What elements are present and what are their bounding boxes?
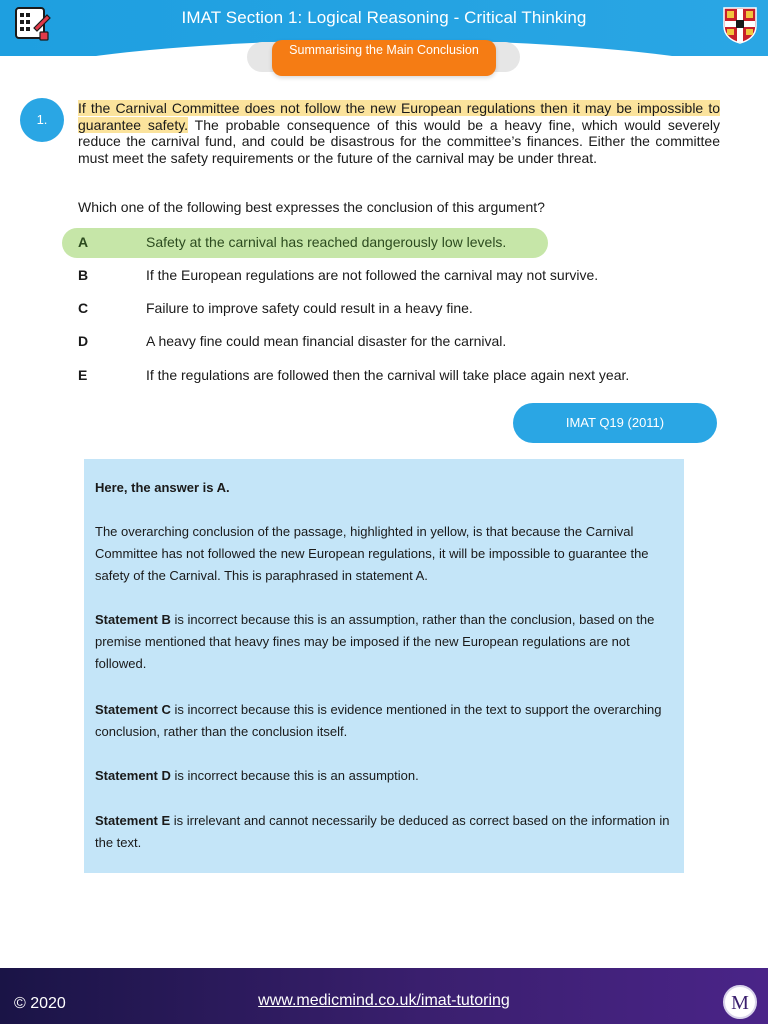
copyright-text: © 2020 (14, 995, 66, 1012)
option-text: Failure to improve safety could result in a heavy fine. (146, 300, 473, 316)
option-text: A heavy fine could mean financial disaster for the carnival. (146, 333, 507, 349)
explanation-statement-b (95, 609, 677, 675)
footer-band (0, 968, 768, 1024)
question-number: 1. (20, 98, 64, 142)
option-e[interactable] (0, 367, 768, 387)
explanation-overview: The overarching conclusion of the passage, highlighted in yellow, is that because the Carnival Committee has not followed the new European regulations, it will be impossible to guarantee the safety of the Carnival. This is paraphrased in statement A. (95, 524, 649, 583)
checklist-icon (14, 6, 52, 42)
passage-highlight: If the Carnival Committee does not follow the new European regulations then it may be impossible to guarantee safety. (78, 100, 720, 133)
explanation-box (84, 459, 684, 873)
page-title: IMAT Section 1: Logical Reasoning - Critical Thinking (181, 8, 587, 27)
medicmind-logo-icon (722, 984, 758, 1020)
svg-text:M: M (731, 992, 749, 1014)
option-letter: B (78, 267, 89, 283)
option-d[interactable] (0, 333, 768, 353)
question-prompt: Which one of the following best expresses the conclusion of this argument? (78, 199, 545, 215)
option-letter: D (78, 333, 89, 349)
option-text: If the European regulations are not followed the carnival may not survive. (146, 267, 599, 283)
question-passage (78, 100, 720, 166)
option-letter: C (78, 300, 89, 316)
option-c[interactable] (0, 300, 768, 320)
statement-text: is incorrect because this is evidence mentioned in the text to support the overarching conclusion, rather than the conclusion itself. (95, 702, 662, 739)
statement-text: is incorrect because this is an assumption. (170, 768, 419, 783)
explanation-statement-c (95, 699, 677, 743)
option-text: Safety at the carnival has reached dangerously low levels. (146, 234, 507, 250)
option-text: If the regulations are followed then the carnival will take place again next year. (146, 367, 630, 383)
explanation-statement-d (95, 765, 677, 787)
explanation-statement-e (95, 810, 677, 854)
university-crest-icon (722, 6, 758, 44)
statement-label: Statement C (95, 702, 171, 717)
option-a[interactable] (0, 234, 768, 254)
topic-pill: Summarising the Main Conclusion (272, 40, 496, 76)
option-letter: E (78, 367, 88, 383)
question-reference-badge: IMAT Q19 (2011) (513, 403, 717, 443)
statement-label: Statement D (95, 768, 171, 783)
passage-text: The probable consequence of this would be a heavy fine, which would severely reduce the carnival fund, and could be disastrous for the committee’s finances. Either the committee must meet the safety requirements or the future of the carnival may be under threat. (78, 116, 720, 166)
option-letter: A (78, 234, 89, 250)
option-b[interactable] (0, 267, 768, 287)
statement-label: Statement E (95, 813, 171, 828)
explanation-answer: Here, the answer is A. (95, 480, 230, 495)
statement-text: is irrelevant and cannot necessarily be deduced as correct based on the information in the text. (95, 813, 670, 850)
tutoring-link[interactable]: www.medicmind.co.uk/imat-tutoring (258, 992, 510, 1009)
statement-label: Statement B (95, 612, 171, 627)
statement-text: is incorrect because this is an assumption, rather than the conclusion, based on the premise mentioned that heavy fines may be imposed if the new European regulations are not followed. (95, 612, 655, 671)
